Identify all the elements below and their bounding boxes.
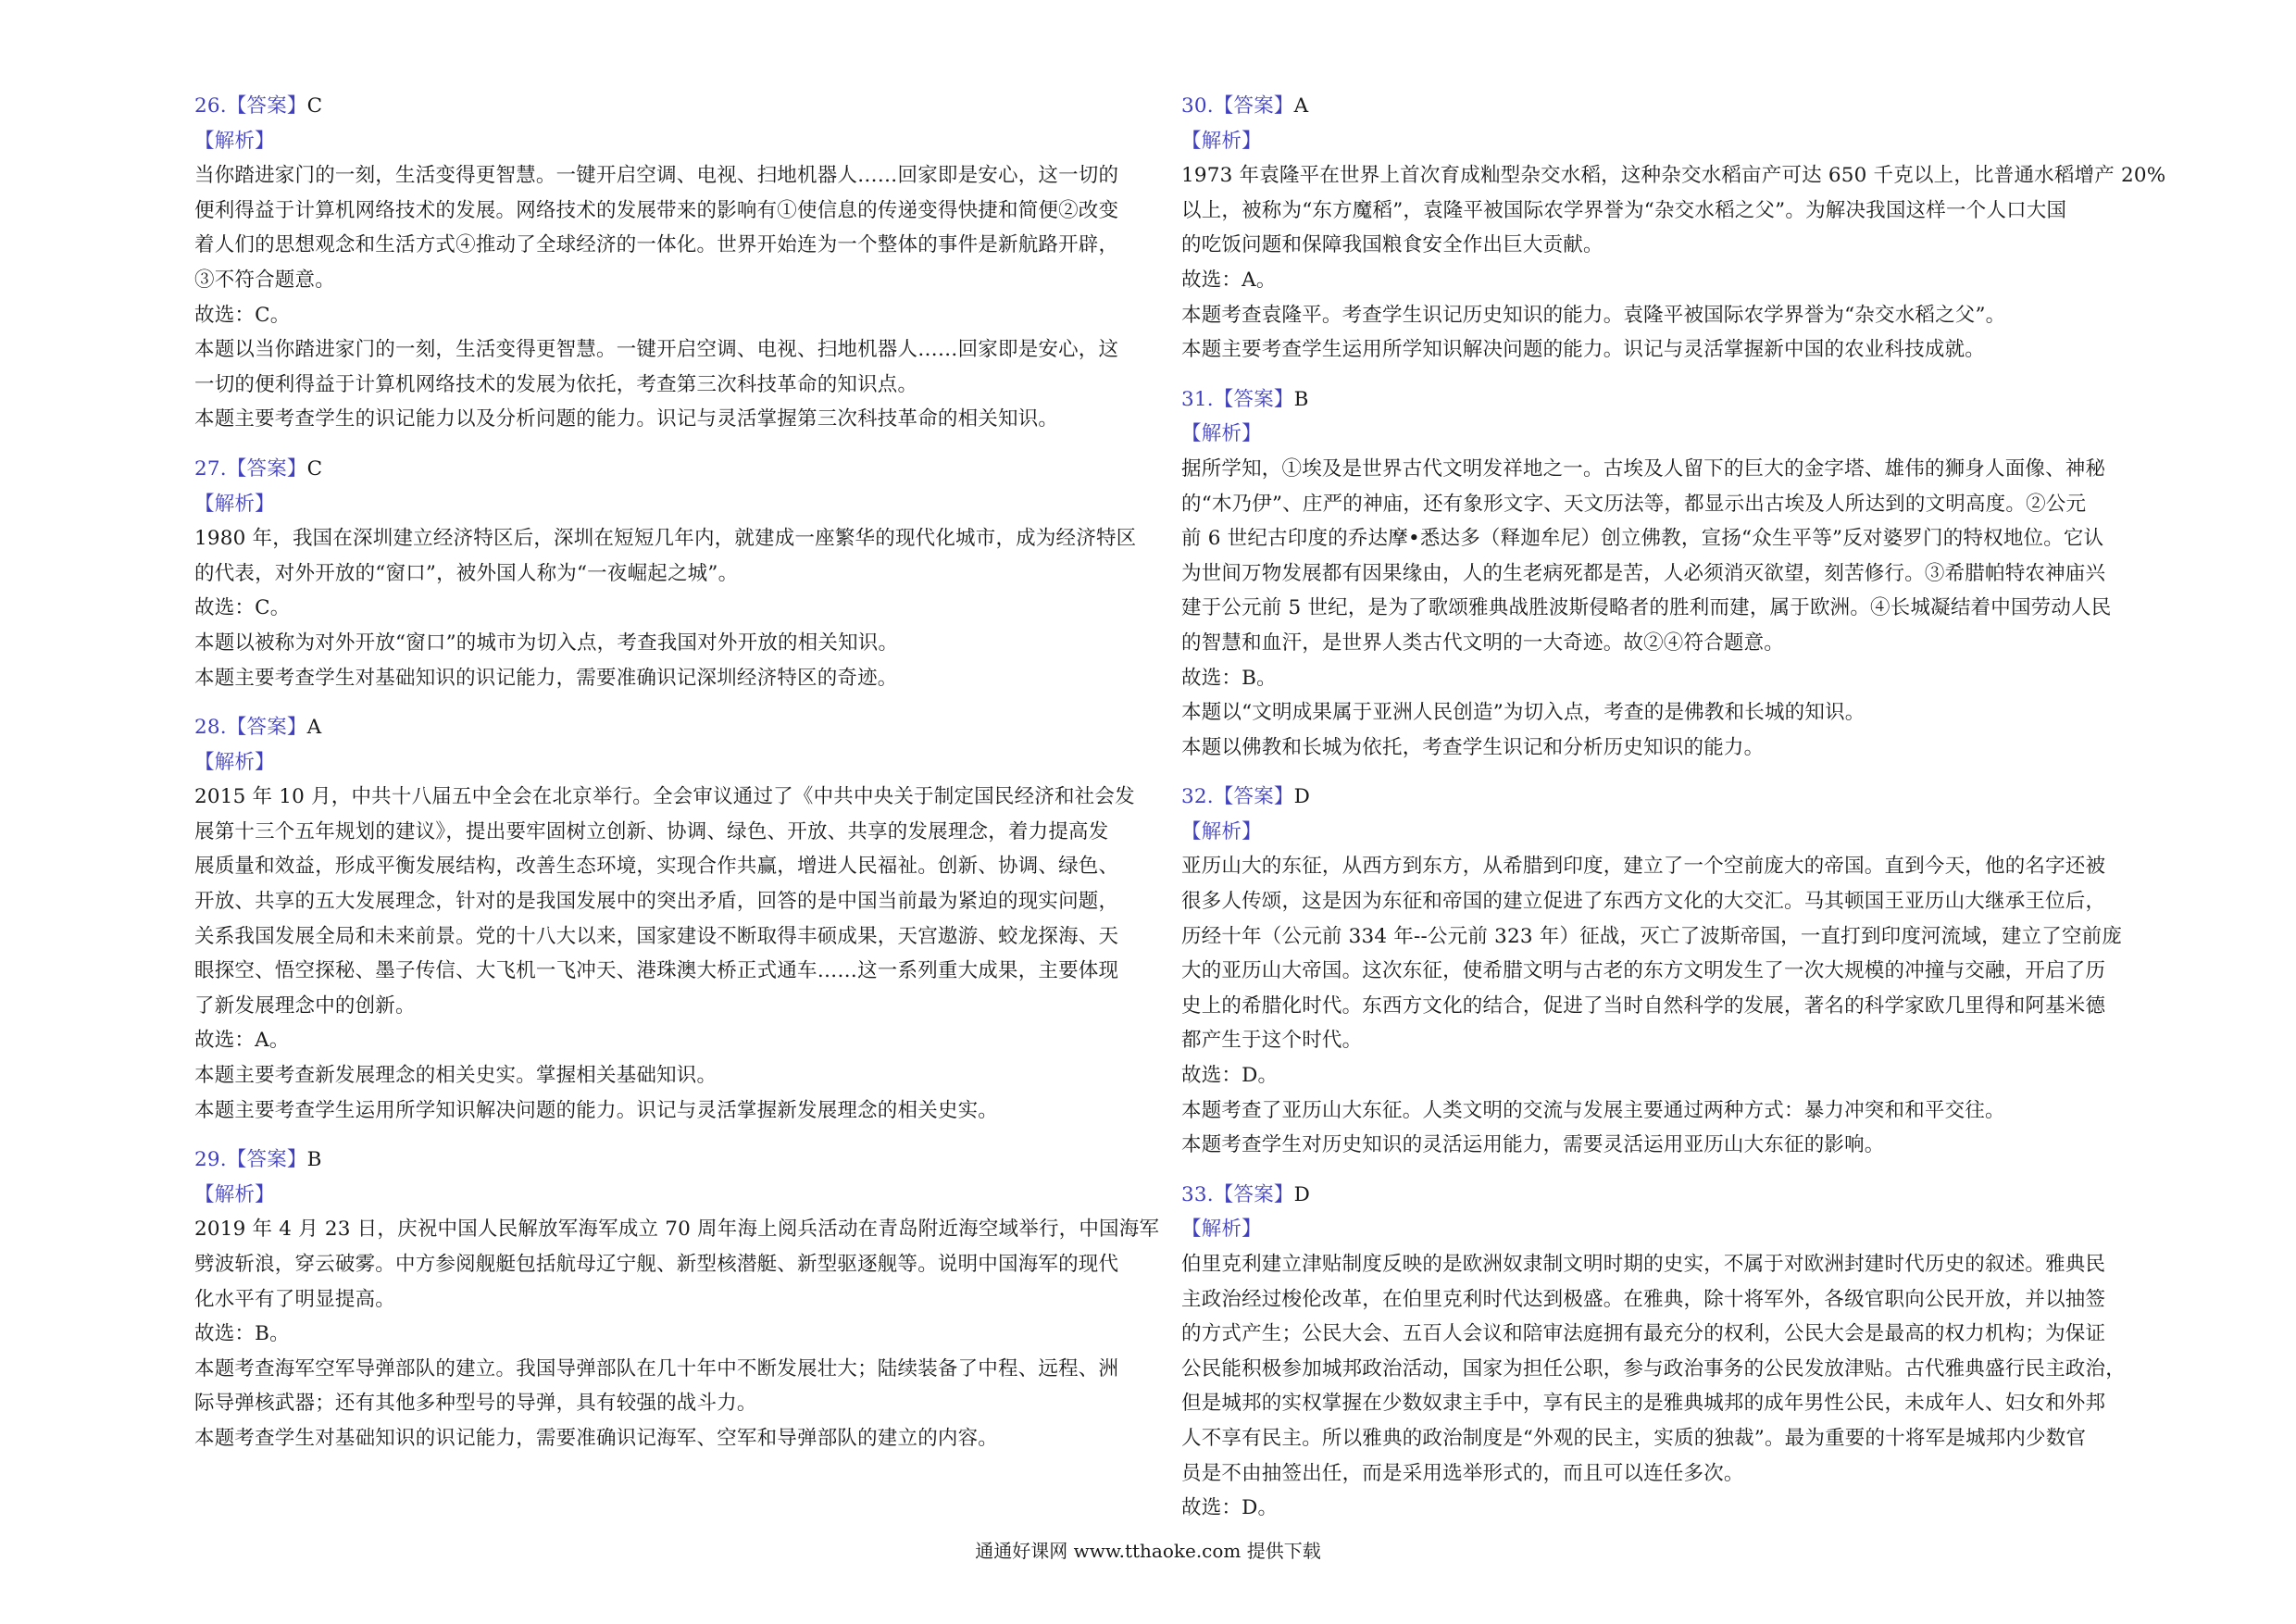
explanation-line: 1973 年袁隆平在世界上首次育成籼型杂交水稻，这种杂交水稻亩产可达 650 千克以上，比普通水稻增产 20%: [1181, 164, 2166, 188]
explanation-line: 故选：D。: [1181, 1496, 1279, 1520]
question-block: [1181, 382, 2128, 766]
answer-label: 【答案】: [1213, 1182, 1294, 1206]
explanation-line: 1980 年，我国在深圳建立经济特区后，深圳在短短几年内，就建成一座繁华的现代化城市，成为经济特区: [194, 527, 1137, 551]
answer-value: C: [306, 456, 323, 481]
answer-value: A: [1293, 94, 1309, 118]
question-number: 32.: [1181, 785, 1214, 809]
question-number: 30.: [1181, 94, 1214, 118]
question-block: [194, 710, 1141, 1128]
explanation-line: 本题主要考查学生运用所学知识解决问题的能力。识记与灵活掌握新发展理念的相关史实。: [194, 1098, 999, 1122]
explanation-line: 化水平有了明显提高。: [194, 1287, 396, 1311]
explanation-line: 的智慧和血汗，是世界人类古代文明的一大奇迹。故②④符合题意。: [1181, 631, 1785, 655]
explanation-line: 都产生于这个时代。: [1181, 1029, 1363, 1053]
explanation-line: 建于公元前 5 世纪，是为了歌颂雅典战胜波斯侵略者的胜利而建，属于欧洲。④长城凝结着中国劳动人民: [1181, 596, 2112, 620]
explanation-line: 本题主要考查新发展理念的相关史实。掌握相关基础知识。: [194, 1064, 718, 1088]
explanation-line: 展第十三个五年规划的建议》，提出要牢固树立创新、协调、绿色、开放、共享的发展理念，着力提高发: [194, 819, 1109, 843]
explanation-line: 当你踏进家门的一刻，生活变得更智慧。一键开启空调、电视、扫地机器人……回家即是安心，这一切的: [194, 164, 1119, 188]
page-footer: 通通好课网 www.tthaoke.com 提供下载: [975, 1540, 1321, 1562]
answer-value: D: [1293, 785, 1311, 809]
analysis-label: 【解析】: [194, 1182, 275, 1206]
explanation-line: 亚历山大的东征，从西方到东方，从希腊到印度，建立了一个空前庞大的帝国。直到今天，他的名字还被: [1181, 855, 2106, 879]
answer-label: 【答案】: [226, 716, 307, 740]
explanation-line: 本题主要考查学生的识记能力以及分析问题的能力。识记与灵活掌握第三次科技革命的相关知识。: [194, 407, 1059, 431]
answer-label: 【答案】: [226, 94, 307, 118]
explanation-line: 但是城邦的实权掌握在少数奴隶主手中，享有民主的是雅典城邦的成年男性公民，未成年人、妇女和外邦: [1181, 1392, 2106, 1416]
analysis-label: 【解析】: [194, 492, 275, 516]
explanation-line: 故选：C。: [194, 303, 291, 327]
explanation-line: 开放、共享的五大发展理念，针对的是我国发展中的突出矛盾，回答的是中国当前最为紧迫的现实问题，: [194, 890, 1119, 914]
answer-heading: [1181, 780, 2128, 815]
question-block: [194, 89, 1141, 437]
explanation-line: 伯里克利建立津贴制度反映的是欧洲奴隶制文明时期的史实，不属于对欧洲封建时代历史的叙述。雅典民: [1181, 1253, 2106, 1276]
question-number: 33.: [1181, 1182, 1214, 1206]
explanation-line: 一切的便利得益于计算机网络技术的发展为依托，考查第三次科技革命的知识点。: [194, 372, 918, 396]
answer-heading: [1181, 89, 2128, 124]
answer-heading: [194, 89, 1141, 124]
explanation-line: 关系我国发展全局和未来前景。党的十八大以来，国家建设不断取得丰硕成果，天宫遨游、蛟龙探海、天: [194, 924, 1119, 948]
explanation-line: 本题以被称为对外开放“窗口”的城市为切入点，考查我国对外开放的相关知识。: [194, 631, 899, 655]
explanation-line: 大的亚历山大帝国。这次东征，使希腊文明与古老的东方文明发生了一次大规模的冲撞与交融，开启了历: [1181, 959, 2106, 983]
question-number: 26.: [194, 94, 227, 118]
explanation-line: 本题主要考查学生运用所学知识解决问题的能力。识记与灵活掌握新中国的农业科技成就。: [1181, 338, 1986, 362]
analysis-label: 【解析】: [1181, 422, 1262, 446]
answer-heading: [194, 1143, 1141, 1178]
explanation-line: 本题以“文明成果属于亚洲人民创造”为切入点，考查的是佛教和长城的知识。: [1181, 701, 1866, 725]
explanation-line: 故选：C。: [194, 596, 291, 620]
explanation-line: 本题以当你踏进家门的一刻，生活变得更智慧。一键开启空调、电视、扫地机器人……回家即是安心，这: [194, 338, 1119, 362]
analysis-label: 【解析】: [194, 750, 275, 774]
explanation-line: 际导弹核武器；还有其他多种型号的导弹，具有较强的战斗力。: [194, 1392, 757, 1416]
explanation-line: 本题以佛教和长城为依托，考查学生识记和分析历史知识的能力。: [1181, 735, 1765, 759]
explanation-line: 的方式产生；公民大会、五百人会议和陪审法庭拥有最充分的权利，公民大会是最高的权力机构；为保证: [1181, 1322, 2106, 1346]
question-number: 27.: [194, 456, 227, 481]
answer-heading: [194, 452, 1141, 487]
answer-label: 【答案】: [226, 1148, 307, 1172]
question-number: 28.: [194, 716, 227, 740]
answer-heading: [1181, 1178, 2128, 1213]
explanation-line: 本题考查袁隆平。考查学生识记历史知识的能力。袁隆平被国际农学界誉为“杂交水稻之父”。: [1181, 303, 2006, 327]
answer-heading: [1181, 382, 2128, 418]
explanation-line: 故选：A。: [194, 1029, 290, 1053]
question-block: [194, 452, 1141, 695]
right-column: [1181, 89, 2166, 1541]
answer-value: C: [306, 94, 323, 118]
explanation-line: 历经十年（公元前 334 年--公元前 323 年）征战，灭亡了波斯帝国，一直打到印度河流域，建立了空前庞: [1181, 924, 2123, 948]
answer-heading: [194, 710, 1141, 745]
explanation-line: 劈波斩浪，穿云破雾。中方参阅舰艇包括航母辽宁舰、新型核潜艇、新型驱逐舰等。说明中国海军的现代: [194, 1253, 1119, 1276]
explanation-line: 员是不由抽签出任，而是采用选举形式的，而且可以连任多次。: [1181, 1461, 1744, 1485]
question-block: [1181, 780, 2128, 1163]
explanation-line: 的代表，对外开放的“窗口”，被外国人称为“一夜崛起之城”。: [194, 561, 739, 585]
explanation-line: 的吃饭问题和保障我国粮食安全作出巨大贡献。: [1181, 233, 1603, 257]
explanation-line: 前 6 世纪古印度的乔达摩•悉达多（释迦牟尼）创立佛教，宣扬“众生平等”反对婆罗门的特权地位。它认: [1181, 527, 2104, 551]
explanation-line: 着人们的思想观念和生活方式④推动了全球经济的一体化。世界开始连为一个整体的事件是新航路开辟，: [194, 233, 1119, 257]
explanation-line: 本题主要考查学生对基础知识的识记能力，需要准确识记深圳经济特区的奇迹。: [194, 666, 898, 690]
explanation-line: 据所学知，①埃及是世界古代文明发祥地之一。古埃及人留下的巨大的金字塔、雄伟的狮身人面像、神秘: [1181, 456, 2106, 481]
answer-value: B: [1293, 387, 1309, 411]
explanation-line: 的“木乃伊”、庄严的神庙，还有象形文字、天文历法等，都显示出古埃及人所达到的文明高度。②公元: [1181, 492, 2087, 516]
explanation-line: 本题考查学生对基础知识的识记能力，需要准确识记海军、空军和导弹部队的建立的内容。: [194, 1426, 999, 1450]
answer-value: B: [306, 1148, 322, 1172]
explanation-line: 公民能积极参加城邦政治活动，国家为担任公职，参与政治事务的公民发放津贴。古代雅典盛行民主政治，: [1181, 1356, 2126, 1380]
explanation-line: 眼探空、悟空探秘、墨子传信、大飞机一飞冲天、港珠澳大桥正式通车……这一系列重大成果，主要体现: [194, 959, 1119, 983]
explanation-line: 展质量和效益，形成平衡发展结构，改善生态环境，实现合作共赢，增进人民福祉。创新、协调、绿色、: [194, 855, 1119, 879]
explanation-line: 很多人传颂，这是因为东征和帝国的建立促进了东西方文化的大交汇。马其顿国王亚历山大继承王位后，: [1181, 890, 2106, 914]
question-block: [194, 1143, 1160, 1455]
question-block: [1181, 89, 2166, 368]
explanation-line: 主政治经过梭伦改革，在伯里克利时代达到极盛。在雅典，除十将军外，各级官职向公民开放，并以抽签: [1181, 1287, 2106, 1311]
analysis-label: 【解析】: [1181, 129, 1262, 153]
left-column: [194, 89, 1160, 1471]
analysis-label: 【解析】: [1181, 819, 1262, 843]
answer-value: A: [306, 716, 322, 740]
explanation-line: 本题考查海军空军导弹部队的建立。我国导弹部队在几十年中不断发展壮大；陆续装备了中程、远程、洲: [194, 1356, 1119, 1380]
analysis-label: 【解析】: [194, 129, 275, 153]
explanation-line: 了新发展理念中的创新。: [194, 993, 416, 1018]
explanation-line: 故选：D。: [1181, 1064, 1279, 1088]
explanation-line: 故选：A。: [1181, 268, 1277, 292]
analysis-label: 【解析】: [1181, 1218, 1262, 1242]
explanation-line: 故选：B。: [1181, 666, 1277, 690]
answer-label: 【答案】: [226, 456, 307, 481]
explanation-line: 2019 年 4 月 23 日，庆祝中国人民解放军海军成立 70 周年海上阅兵活动在青岛附近海空域举行，中国海军: [194, 1218, 1160, 1242]
explanation-line: 为世间万物发展都有因果缘由，人的生老病死都是苦，人必须消灭欲望，刻苦修行。③希腊帕特农神庙兴: [1181, 561, 2106, 585]
explanation-line: 本题考查学生对历史知识的灵活运用能力，需要灵活运用亚历山大东征的影响。: [1181, 1133, 1885, 1157]
explanation-line: ③不符合题意。: [194, 268, 335, 292]
answer-label: 【答案】: [1213, 387, 1294, 411]
explanation-line: 2015 年 10 月，中共十八届五中全会在北京举行。全会审议通过了《中共中央关于制定国民经济和社会发: [194, 785, 1135, 809]
answer-value: D: [1293, 1182, 1311, 1206]
explanation-line: 以上，被称为“东方魔稻”，袁隆平被国际农学界誉为“杂交水稻之父”。为解决我国这样一个人口大国: [1181, 198, 2067, 222]
explanation-line: 人不享有民主。所以雅典的政治制度是“外观的民主，实质的独裁”。最为重要的十将军是城邦内少数官: [1181, 1426, 2087, 1450]
question-number: 29.: [194, 1148, 227, 1172]
explanation-line: 本题考查了亚历山大东征。人类文明的交流与发展主要通过两种方式：暴力冲突和和平交往。: [1181, 1098, 2005, 1122]
answer-label: 【答案】: [1213, 785, 1294, 809]
explanation-line: 故选：B。: [194, 1322, 290, 1346]
question-number: 31.: [1181, 387, 1214, 411]
answer-label: 【答案】: [1213, 94, 1294, 118]
explanation-line: 便利得益于计算机网络技术的发展。网络技术的发展带来的影响有①使信息的传递变得快捷和简便②改变: [194, 198, 1119, 222]
question-block: [1181, 1178, 2128, 1526]
explanation-line: 史上的希腊化时代。东西方文化的结合，促进了当时自然科学的发展，著名的科学家欧几里得和阿基米德: [1181, 993, 2106, 1018]
